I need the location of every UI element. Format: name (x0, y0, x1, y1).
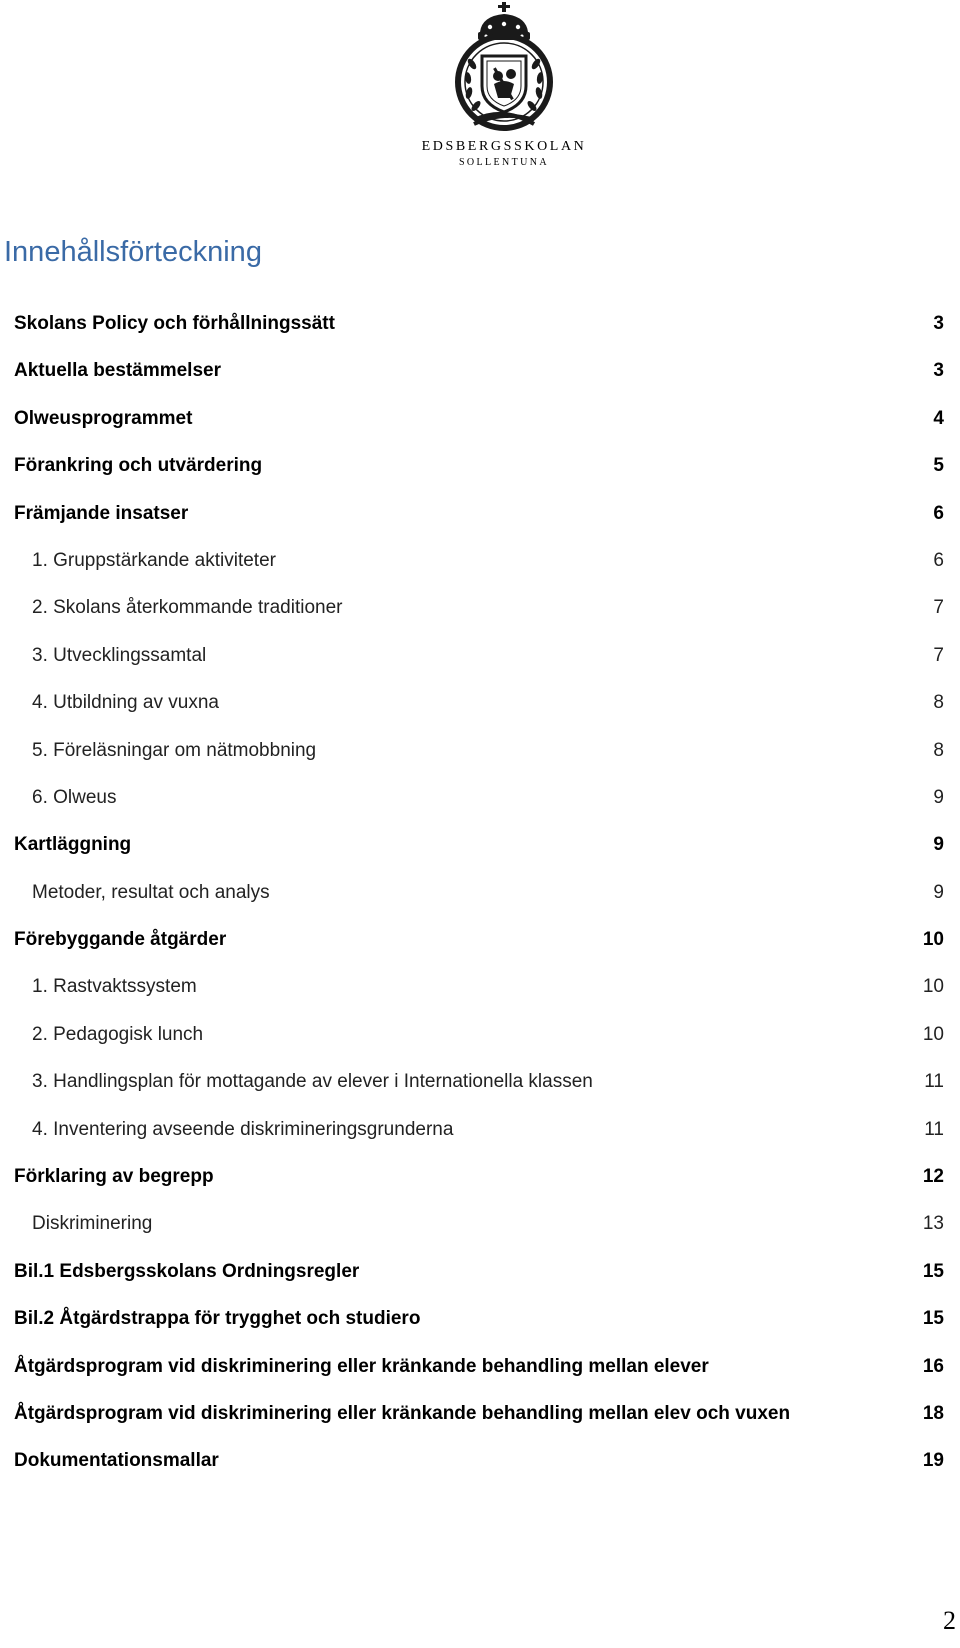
toc-entry-title: 1. Gruppstärkande aktiviteter (32, 549, 276, 571)
toc-entry-title: Främjande insatser (14, 502, 189, 524)
toc-entry[interactable] (0, 1153, 960, 1200)
toc-entry-title: Förklaring av begrepp (14, 1166, 214, 1188)
toc-entry-title: 2. Skolans återkommande traditioner (32, 597, 343, 619)
logo-school-name: EDSBERGSSKOLAN (421, 139, 587, 154)
toc-entry[interactable] (0, 1390, 960, 1437)
toc-entry-page: 12 (922, 1166, 944, 1188)
toc-entry-page: 3 (933, 313, 944, 334)
toc-entry-page: 11 (924, 1071, 944, 1093)
toc-entry[interactable] (0, 963, 960, 1010)
toc-entry-title: 4. Inventering avseende diskrimineringsgrunderna (32, 1118, 454, 1140)
toc-entry-page: 7 (933, 644, 944, 666)
school-logo (414, 2, 594, 168)
toc-entry-title: Förebyggande åtgärder (14, 929, 227, 951)
toc-entry[interactable] (0, 869, 960, 916)
toc-entry-title: Olweusprogrammet (14, 407, 193, 429)
crest-icon (450, 2, 558, 136)
toc-entry-page: 9 (933, 834, 944, 856)
toc-entry-title: Skolans Policy och förhållningssätt (14, 313, 335, 334)
toc-entry[interactable] (0, 1295, 960, 1342)
toc-entry-title: 1. Rastvaktssystem (32, 976, 197, 998)
toc-entry[interactable] (0, 1200, 960, 1247)
toc-entry-page: 8 (933, 739, 944, 761)
toc-entry-title: Förankring och utvärdering (14, 455, 263, 477)
toc-entry-page: 10 (922, 976, 944, 998)
toc-entry-page: 13 (922, 1213, 944, 1235)
toc-entry-page: 9 (933, 881, 944, 903)
toc-entry-page: 11 (924, 1118, 944, 1140)
toc-entry-page: 15 (922, 1260, 944, 1282)
toc-entry[interactable] (0, 727, 960, 774)
toc-entry-title: Diskriminering (32, 1213, 153, 1235)
toc-entry-title: 6. Olweus (32, 786, 117, 808)
toc-entry-title: 2. Pedagogisk lunch (32, 1023, 204, 1045)
toc-entry-page: 19 (922, 1450, 944, 1472)
toc-entry-title: Bil.2 Åtgärdstrappa för trygghet och studiero (14, 1308, 421, 1330)
toc-entry-title: 4. Utbildning av vuxna (32, 692, 219, 714)
toc-entry-title: Åtgärdsprogram vid diskriminering eller kränkande behandling mellan elever (14, 1355, 709, 1377)
toc-entry-title: Aktuella bestämmelser (14, 360, 221, 382)
toc-entry-page: 6 (933, 549, 944, 571)
toc-entry-page: 16 (922, 1355, 944, 1377)
toc-entry-title: Åtgärdsprogram vid diskriminering eller kränkande behandling mellan elev och vuxen (14, 1402, 791, 1424)
toc-entry[interactable] (0, 679, 960, 726)
toc-entry[interactable] (0, 916, 960, 963)
toc-title: Innehållsförteckning (4, 236, 262, 268)
toc-entry[interactable] (0, 632, 960, 679)
toc-entry[interactable] (0, 1106, 960, 1153)
toc-entry-page: 15 (922, 1308, 944, 1330)
toc-entry[interactable] (0, 442, 960, 489)
page-number: 2 (943, 1606, 956, 1635)
toc-entry-page: 3 (933, 360, 944, 382)
toc-entry-title: 5. Föreläsningar om nätmobbning (32, 739, 317, 761)
toc-entry[interactable] (0, 1058, 960, 1105)
toc-entry-page: 9 (933, 786, 944, 808)
toc-entry-page: 7 (933, 597, 944, 619)
toc-entry[interactable] (0, 774, 960, 821)
toc-entry[interactable] (0, 1437, 960, 1484)
toc-entry-page: 6 (933, 502, 944, 524)
toc-entry[interactable] (0, 537, 960, 584)
toc-entry-title: Metoder, resultat och analys (32, 881, 270, 903)
toc-entry-page: 8 (933, 692, 944, 714)
toc-entry[interactable] (0, 300, 960, 347)
table-of-contents (0, 300, 960, 1485)
toc-entry-page: 18 (922, 1402, 944, 1424)
toc-entry-page: 5 (933, 455, 944, 477)
toc-entry-title: 3. Utvecklingssamtal (32, 644, 207, 666)
toc-entry-page: 4 (933, 407, 944, 429)
logo-subtitle: SOLLENTUNA (458, 157, 550, 168)
toc-entry[interactable] (0, 821, 960, 868)
toc-entry-title: Dokumentationsmallar (14, 1450, 219, 1472)
toc-entry[interactable] (0, 1343, 960, 1390)
toc-entry-title: Kartläggning (14, 834, 132, 856)
toc-entry[interactable] (0, 1248, 960, 1295)
toc-entry[interactable] (0, 347, 960, 394)
toc-entry[interactable] (0, 490, 960, 537)
toc-entry[interactable] (0, 584, 960, 631)
toc-entry[interactable] (0, 1011, 960, 1058)
toc-entry-title: 3. Handlingsplan för mottagande av elever i Internationella klassen (32, 1071, 593, 1093)
toc-entry-page: 10 (922, 1023, 944, 1045)
toc-entry-page: 10 (922, 929, 944, 951)
toc-entry-title: Bil.1 Edsbergsskolans Ordningsregler (14, 1260, 360, 1282)
toc-entry[interactable] (0, 395, 960, 442)
